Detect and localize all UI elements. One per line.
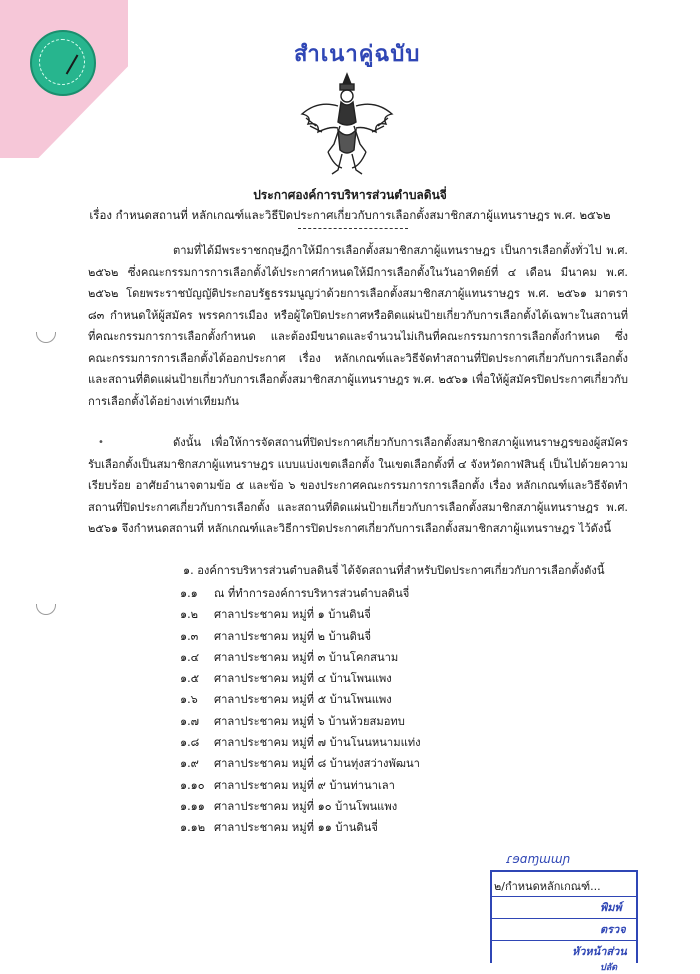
green-seal-icon <box>30 30 96 96</box>
stamp-row-line <box>492 940 636 941</box>
stamp-row-line <box>492 918 636 919</box>
list-item: ๑.๑๐ ศาลาประชาคม หมู่ที่ ๙ บ้านท่านาเลา <box>180 778 395 792</box>
paragraph-2: ดังนั้น เพื่อให้การจัดสถานที่ปิดประกาศเกี่ยวกับการเลือกตั้งสมาชิกสภาผู้แทนราษฎรของผู้สมัครรับเลือกตั้งเป็นสมาชิกสภาผู้แทนราษฎร แบบแบ่งเขตเลือกตั้ง ในเขตเลือกตั้งที่ ๔ จังหวัดกาฬสินธุ์ เป็นไปด้วยความเรียบร้อย อาศัยอำนาจตามข้อ ๕ และข้อ ๖ ของประกาศคณะกรรมการการเลือกตั้ง เรื่อง หลักเกณฑ์และวิธีจัดทำ สถานที่ปิดประกาศเกี่ยวกับการเลือกตั้ง และสถานที่ติดแผ่นป้ายเกี่ยวกับการเลือกตั้งสมาชิกสภาผู้แทนราษฎร พ.ศ. ๒๕๖๑ จึงกำหนดสถานที่ หลักเกณฑ์และวิธีการปิดประกาศเกี่ยวกับการเลือกตั้งสมาชิกสภาผู้แทนราษฎร ไว้ดังนี้ <box>88 436 628 535</box>
handwritten-signature-icon: ɾɘɑɱɯɯɲ <box>506 852 571 866</box>
punch-hole-mark <box>36 604 56 615</box>
copy-stamp: สำเนาคู่ฉบับ <box>294 42 421 67</box>
list-item: ๑.๔ ศาลาประชาคม หมู่ที่ ๓ บ้านโคกสนาม <box>180 650 399 664</box>
title-divider <box>298 228 408 229</box>
list-item: ๑.๒ ศาลาประชาคม หมู่ที่ ๑ บ้านดินจี่ <box>180 608 371 622</box>
stamp-label-clerk: ปลัด <box>600 963 618 973</box>
list-item: ๑.๙ ศาลาประชาคม หมู่ที่ ๘ บ้านทุ่งสว่างพัฒนา <box>180 757 420 771</box>
list-item: ๑.๑๑ ศาลาประชาคม หมู่ที่ ๑๐ บ้านโพนแพง <box>180 799 398 813</box>
list-item: ๑.๑๒ ศาลาประชาคม หมู่ที่ ๑๑ บ้านดินจี่ <box>180 821 378 835</box>
punch-hole-mark <box>36 332 56 343</box>
continued-note: ๒/กำหนดหลักเกณฑ์... <box>494 880 601 893</box>
stamp-label-print: พิมพ์ <box>600 901 622 914</box>
list-item: ๑.๓ ศาลาประชาคม หมู่ที่ ๒ บ้านดินจี่ <box>180 629 372 643</box>
garuda-emblem-icon <box>298 70 396 176</box>
list-heading: ๑. องค์การบริหารส่วนตำบลดินจี่ ได้จัดสถานที่สำหรับปิดประกาศเกี่ยวกับการเลือกตั้งดังนี้ <box>183 564 605 577</box>
stamp-label-section-head: หัวหน้าส่วน <box>572 945 627 958</box>
document-title: ประกาศองค์การบริหารส่วนตำบลดินจี่ <box>253 188 447 202</box>
margin-dot: • <box>98 437 104 448</box>
stamp-label-check: ตรวจ <box>600 923 626 936</box>
list-item: ๑.๘ ศาลาประชาคม หมู่ที่ ๗ บ้านโนนหนามแท่ง <box>180 736 421 750</box>
location-list <box>180 584 421 840</box>
list-item: ๑.๖ ศาลาประชาคม หมู่ที่ ๕ บ้านโพนแพง <box>180 693 392 707</box>
list-item: ๑.๕ ศาลาประชาคม หมู่ที่ ๔ บ้านโพนแพง <box>180 672 392 686</box>
paragraph-1: ตามที่ได้มีพระราชกฤษฎีกาให้มีการเลือกตั้งสมาชิกสภาผู้แทนราษฎร เป็นการเลือกตั้งทั่วไป พ.ศ. ๒๕๖๒ ซึ่งคณะกรรมการการเลือกตั้งได้ประกาศกำหนดให้มีการเลือกตั้งในวันอาทิตย์ที่ ๔ เดือน มีนาคม พ.ศ. ๒๕๖๒ โดยพระราชบัญญัติประกอบรัฐธรรมนูญว่าด้วยการเลือกตั้งสมาชิกสภาผู้แทนราษฎร พ.ศ. ๒๕๖๑ มาตรา ๘๓ กำหนดให้ผู้สมัคร พรรคการเมือง หรือผู้ใดปิดประกาศหรือติดแผ่นป้ายเกี่ยวกับการเลือกตั้งได้เฉพาะในสถานที่ที่คณะกรรมการการเลือกตั้งกำหนด และต้องมีขนาดและจำนวนไม่เกินที่คณะกรรมการการเลือกตั้งกำหนด ซึ่งคณะกรรมการการเลือกตั้งได้ออกประกาศ เรื่อง หลักเกณฑ์และวิธีจัดทำสถานที่ปิดประกาศเกี่ยวกับการเลือกตั้งและสถานที่ติดแผ่นป้ายเกี่ยวกับการเลือกตั้งสมาชิกสภาผู้แทนราษฎร พ.ศ. ๒๕๖๑ เพื่อให้ผู้สมัครปิดประกาศเกี่ยวกับการเลือกตั้งได้อย่างเท่าเทียมกัน <box>88 244 628 408</box>
document-subject: เรื่อง กำหนดสถานที่ หลักเกณฑ์และวิธีปิดประกาศเกี่ยวกับการเลือกตั้งสมาชิกสภาผู้แทนราษฎร พ.ศ. ๒๕๖๒ <box>89 208 611 222</box>
list-item: ๑.๗ ศาลาประชาคม หมู่ที่ ๖ บ้านห้วยสมอทบ <box>180 714 405 728</box>
stamp-row-line <box>492 896 636 897</box>
list-item: ๑.๑ ณ ที่ทำการองค์การบริหารส่วนตำบลดินจี่ <box>180 587 410 600</box>
